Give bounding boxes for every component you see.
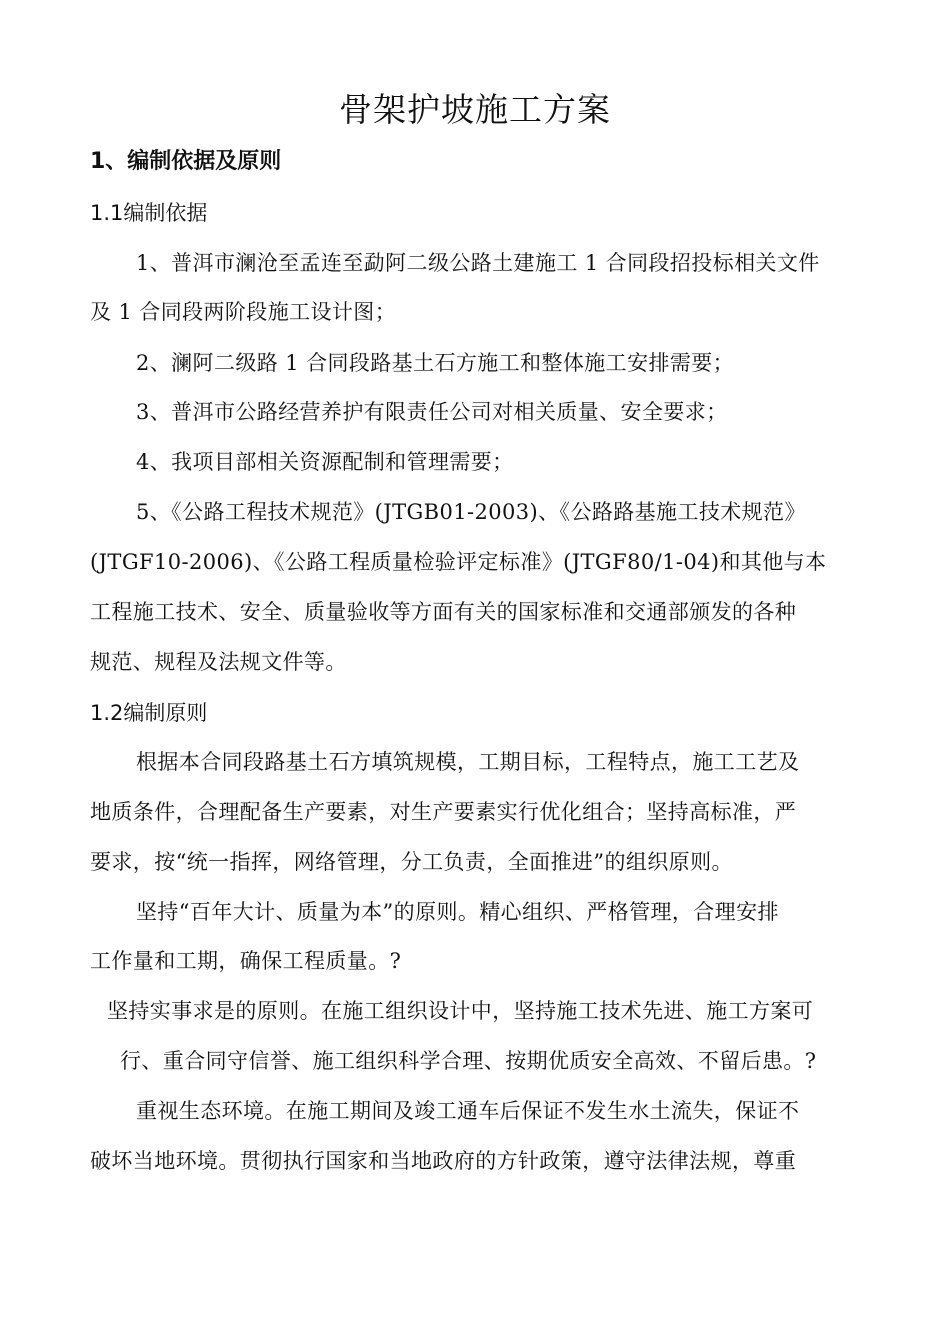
basis-line-1: 1、普洱市澜沧至孟连至勐阿二级公路土建施工 1 合同段招投标相关文件: [136, 251, 820, 275]
principle-line-5: 工作量和工期，确保工程质量。?: [90, 949, 402, 973]
principle-line-9: 破坏当地环境。贯彻执行国家和当地政府的方针政策，遵守法律法规，尊重: [90, 1149, 797, 1173]
principle-line-2: 地质条件，合理配备生产要素，对生产要素实行优化组合；坚持高标准，严: [90, 800, 797, 824]
basis-line-8: 工程施工技术、安全、质量验收等方面有关的国家标准和交通部颁发的各种: [90, 600, 797, 624]
basis-line-7: (JTGF10-2006)、《公路工程质量检验评定标准》(JTGF80/1-04)和其他与本: [90, 550, 827, 574]
principle-line-7: 行、重合同守信誉、施工组织科学合理、按期优质安全高效、不留后患。?: [120, 1049, 817, 1073]
basis-line-3: 2、澜阿二级路 1 合同段路基土石方施工和整体施工安排需要；: [136, 351, 735, 375]
section-heading-1-2: 1.2编制原则: [90, 701, 208, 725]
basis-line-9: 规范、规程及法规文件等。: [90, 650, 347, 674]
document-title: 骨架护坡施工方案: [339, 90, 611, 129]
basis-line-6: 5、《公路工程技术规范》(JTGB01-2003)、《公路路基施工技术规范》: [136, 500, 806, 524]
principle-line-4: 坚持“百年大计、质量为本”的原则。精心组织、严格管理，合理安排: [136, 900, 779, 924]
principle-line-1: 根据本合同段路基土石方填筑规模，工期目标，工程特点，施工工艺及: [136, 750, 800, 774]
section-heading-1: 1、编制依据及原则: [90, 149, 282, 174]
principle-line-8: 重视生态环境。在施工期间及竣工通车后保证不发生水土流失，保证不: [136, 1099, 800, 1123]
basis-line-5: 4、我项目部相关资源配制和管理需要；: [136, 450, 514, 474]
principle-line-3: 要求，按“统一指挥，网络管理，分工负责，全面推进”的组织原则。: [90, 850, 733, 874]
principle-line-6: 坚持实事求是的原则。在施工组织设计中，坚持施工技术先进、施工方案可: [107, 999, 814, 1023]
section-heading-1-1: 1.1编制依据: [90, 201, 208, 225]
basis-line-2: 及 1 合同段两阶段施工设计图；: [90, 300, 397, 324]
basis-line-4: 3、普洱市公路经营养护有限责任公司对相关质量、安全要求；: [136, 400, 728, 424]
